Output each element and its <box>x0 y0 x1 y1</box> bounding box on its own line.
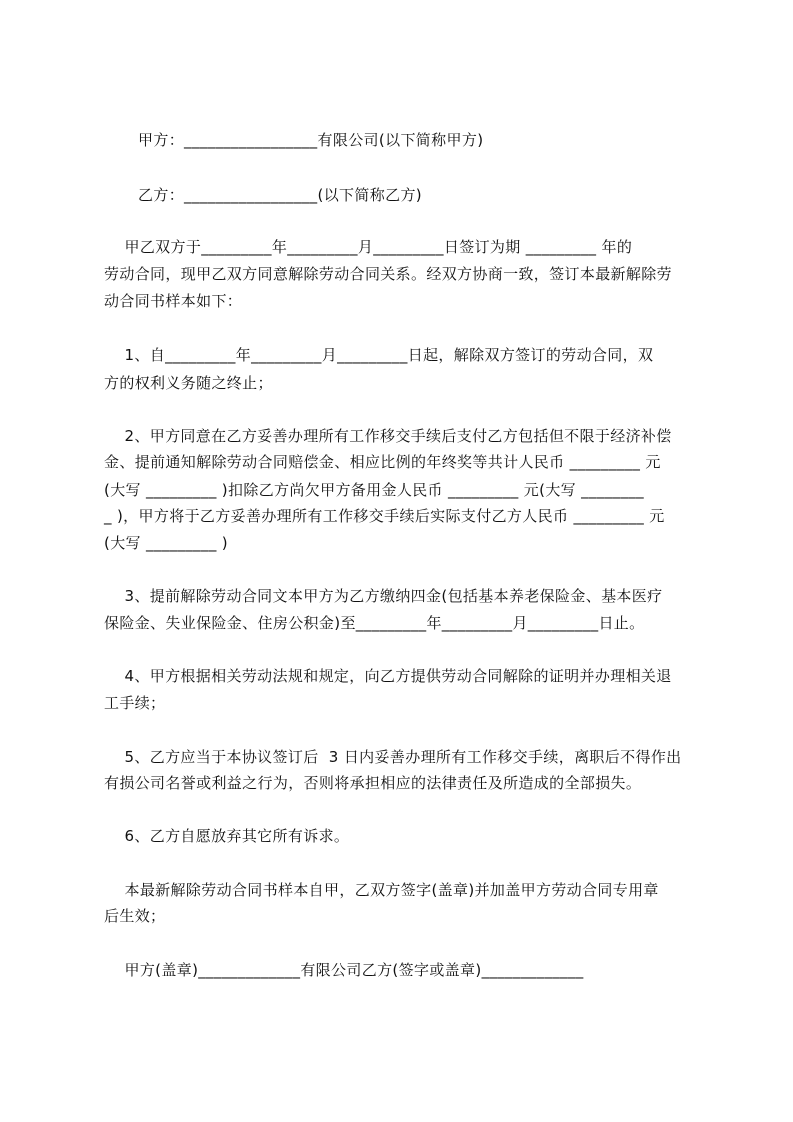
clause-1-line-1: 1、自_________年_________月_________日起，解除双方签订的劳动合同，双 <box>104 346 654 364</box>
effective-line-2: 后生效； <box>104 907 166 925</box>
intro-line-3: 动合同书样本如下： <box>104 292 243 310</box>
clause-5-line-2: 有损公司名誉或利益之行为，否则将承担相应的法律责任及所造成的全部损失。 <box>104 774 642 792</box>
effective-line-1: 本最新解除劳动合同书样本自甲，乙双方签字(盖章)并加盖甲方劳动合同专用章 <box>104 881 659 899</box>
clause-2-line-3: (大写 _________ )扣除乙方尚欠甲方备用金人民币 _________ 元(大写 ________ <box>104 481 644 499</box>
clause-3-line-2: 保险金、失业保险金、住房公积金)至_________年_________月_________日止。 <box>104 614 645 632</box>
signature-line: 甲方(盖章)_____________有限公司乙方(签字或盖章)_____________ <box>104 961 584 979</box>
clause-4-line-2: 工手续； <box>104 694 166 712</box>
clause-6-line: 6、乙方自愿放弃其它所有诉求。 <box>104 827 350 845</box>
intro-line-1: 甲乙双方于_________年_________月_________日签订为期 _________ 年的 <box>104 238 633 256</box>
clause-2-line-4: _ )，甲方将于乙方妥善办理所有工作移交手续后实际支付乙方人民币 _________ 元 <box>104 507 665 525</box>
clause-5-line-1: 5、乙方应当于本协议签订后 3 日内妥善办理所有工作移交手续，离职后不得作出 <box>104 748 682 766</box>
intro-line-2: 劳动合同，现甲乙双方同意解除劳动合同关系。经双方协商一致，签订本最新解除劳 <box>104 265 672 283</box>
clause-2-line-1: 2、甲方同意在乙方妥善办理所有工作移交手续后支付乙方包括但不限于经济补偿 <box>104 427 672 445</box>
clause-2-line-5: (大写 _________ ) <box>104 534 228 552</box>
party-a-line: 甲方：_________________有限公司(以下简称甲方) <box>138 131 484 149</box>
clause-1-line-2: 方的权利义务随之终止； <box>104 374 273 392</box>
clause-4-line-1: 4、甲方根据相关劳动法规和规定，向乙方提供劳动合同解除的证明并办理相关退 <box>104 667 672 685</box>
clause-2-line-2: 金、提前通知解除劳动合同赔偿金、相应比例的年终奖等共计人民币 _________ 元 <box>104 453 661 471</box>
party-b-line: 乙方：_________________(以下简称乙方) <box>138 186 423 204</box>
clause-3-line-1: 3、提前解除劳动合同文本甲方为乙方缴纳四金(包括基本养老保险金、基本医疗 <box>104 587 663 605</box>
